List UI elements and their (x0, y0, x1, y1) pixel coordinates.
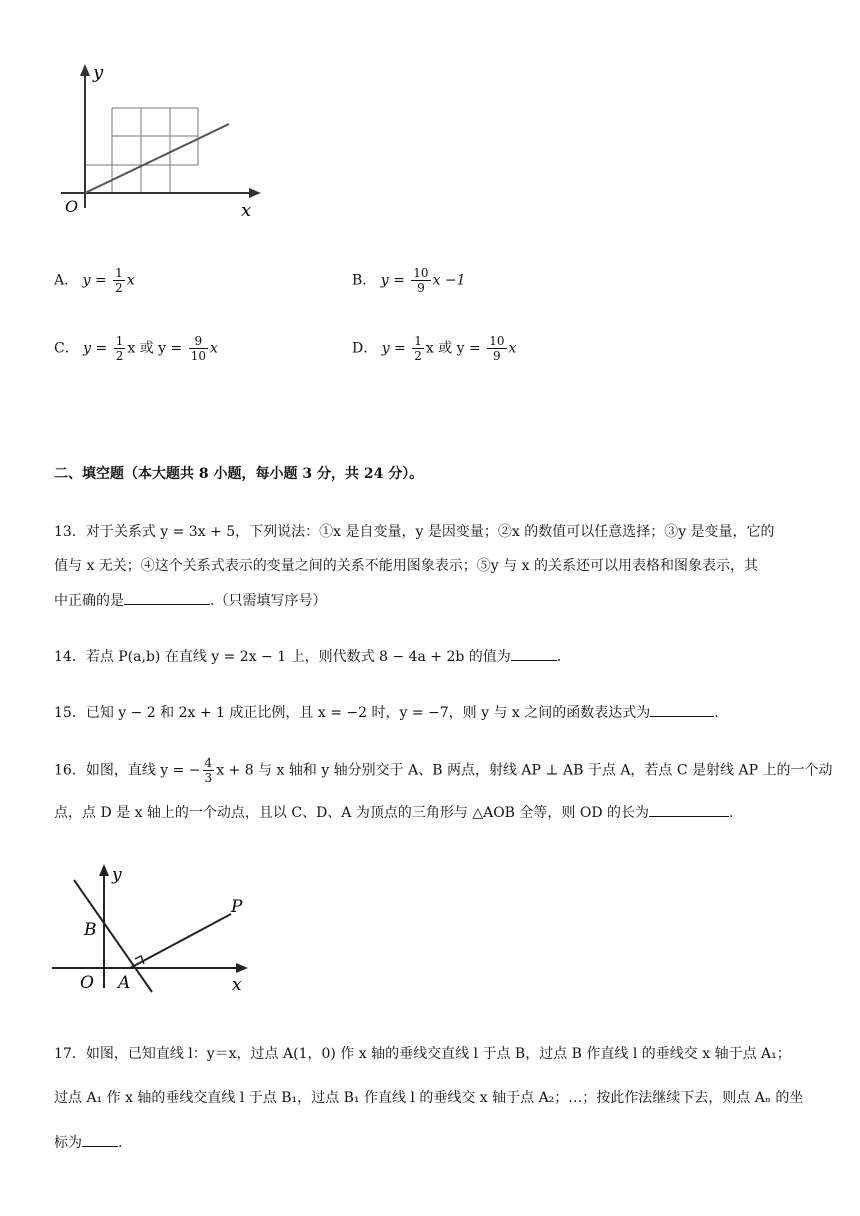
option-b-letter: B． (352, 272, 377, 289)
q15-answer-blank[interactable] (650, 702, 714, 717)
option-d-fraction-1: $\frac{1}{2}$ (414, 334, 422, 363)
option-d-fraction-2: $\frac{10}{9}$ (489, 334, 505, 363)
option-b-eq-prefix: y = (380, 272, 405, 289)
q16-fraction: $\frac{4}{3}$ (204, 756, 213, 785)
option-d-eq-suffix: x (508, 340, 517, 357)
q17-line-2: 过点 A₁ 作 x 轴的垂线交直线 l 于点 B₁，过点 B₁ 作直线 l 的垂线交 x 轴于点 A₂；…；按此作法继续下去，则点 Aₙ 的坐 (54, 1090, 804, 1106)
q16-line-2-post: . (729, 805, 734, 821)
option-d-eq-prefix: y = (381, 340, 406, 357)
q13-line-1: 13．对于关系式 y = 3x + 5，下列说法：①x 是自变量，y 是因变量；②x 的数值可以任意选择；③y 是变量，它的 (54, 524, 775, 540)
q16-answer-blank[interactable] (649, 802, 729, 817)
option-a-eq-prefix: y = (82, 272, 107, 289)
figure2-x-label: x (232, 975, 242, 995)
option-b (352, 266, 466, 295)
option-a-letter: A． (54, 272, 79, 289)
q14-answer-blank[interactable] (511, 646, 557, 661)
q17-line-1: 17．如图，已知直线 l：y＝x，过点 A(1，0) 作 x 轴的垂线交直线 l 于点 B，过点 B 作直线 l 的垂线交 x 轴于点 A₁； (54, 1046, 791, 1062)
figure-lines-ab-ap (48, 860, 258, 1000)
q16-line-1 (54, 756, 833, 785)
figure1-origin-label: O (65, 197, 79, 216)
option-c-fraction-2: $\frac{9}{10}$ (190, 334, 206, 363)
q17-line-3-post: . (118, 1135, 123, 1151)
q14-post: . (556, 649, 562, 665)
q17-answer-blank[interactable] (82, 1132, 118, 1147)
option-a-eq-suffix: x (126, 272, 135, 289)
option-c-fraction-1: $\frac{1}{2}$ (115, 334, 124, 363)
q15-post: . (714, 705, 719, 721)
q13-line-2: 值与 x 无关；④这个关系式表示的变量之间的关系不能用图象表示；⑤y 与 x 的关系还可以用表格和图象表示，其 (54, 558, 758, 574)
option-c (54, 334, 218, 363)
option-a (54, 266, 135, 295)
option-d-mid: x 或 y = (425, 340, 481, 357)
q13-line-3-pre: 中正确的是 (54, 593, 124, 609)
figure2-y-label: y (112, 865, 122, 885)
figure2-a-label: A (118, 973, 131, 993)
option-d-letter: D． (352, 340, 378, 357)
q16-line-2 (54, 802, 820, 823)
q14-text: 14．若点 P(a,b) 在直线 y = 2x − 1 上，则代数式 8 − 4a + 2b 的值为 (54, 649, 511, 665)
q16-line-2-pre: 点，点 D 是 x 轴上的一个动点，且以 C、D、A 为顶点的三角形与 △AOB 全等，则 OD 的长为 (54, 805, 650, 821)
figure2-p-label: P (231, 897, 243, 917)
figure1-x-label: x (241, 200, 252, 221)
q15-text: 15．已知 y − 2 和 2x + 1 成正比例，且 x = −2 时，y = −7，则 y 与 x 之间的函数表达式为 (54, 705, 651, 721)
figure2-origin-label: O (80, 973, 94, 993)
option-c-letter: C． (54, 340, 79, 357)
figure1-y-label: y (93, 62, 104, 83)
option-b-eq-suffix: x −1 (432, 272, 466, 289)
option-d (352, 334, 516, 363)
q15-line (54, 702, 820, 723)
q14-line (54, 646, 820, 667)
q16-line-1-pre: 16．如图，直线 y = − (54, 762, 201, 779)
q16-line-1-post: x + 8 与 x 轴和 y 轴分别交于 A、B 两点，射线 AP ⊥ AB 于点 A，若点 C 是射线 AP 上的一个动 (216, 762, 833, 779)
figure-grid-line-graph (55, 58, 275, 228)
option-c-eq-prefix: y = (83, 340, 108, 357)
section-heading: 二、填空题（本大题共 8 小题，每小题 3 分，共 24 分）。 (54, 466, 424, 482)
q13-line-3 (54, 590, 820, 611)
option-a-fraction: $\frac{1}{2}$ (115, 266, 123, 295)
q13-answer-blank[interactable] (124, 590, 210, 605)
q17-line-3 (54, 1132, 820, 1153)
option-c-mid: x 或 y = (127, 340, 183, 357)
figure2-b-label: B (84, 920, 97, 940)
q13-line-3-post: .（只需填写序号） (210, 593, 327, 609)
option-b-fraction: $\frac{10}{9}$ (413, 266, 429, 295)
q17-line-3-pre: 标为 (54, 1135, 82, 1151)
option-c-eq-suffix: x (209, 340, 218, 357)
